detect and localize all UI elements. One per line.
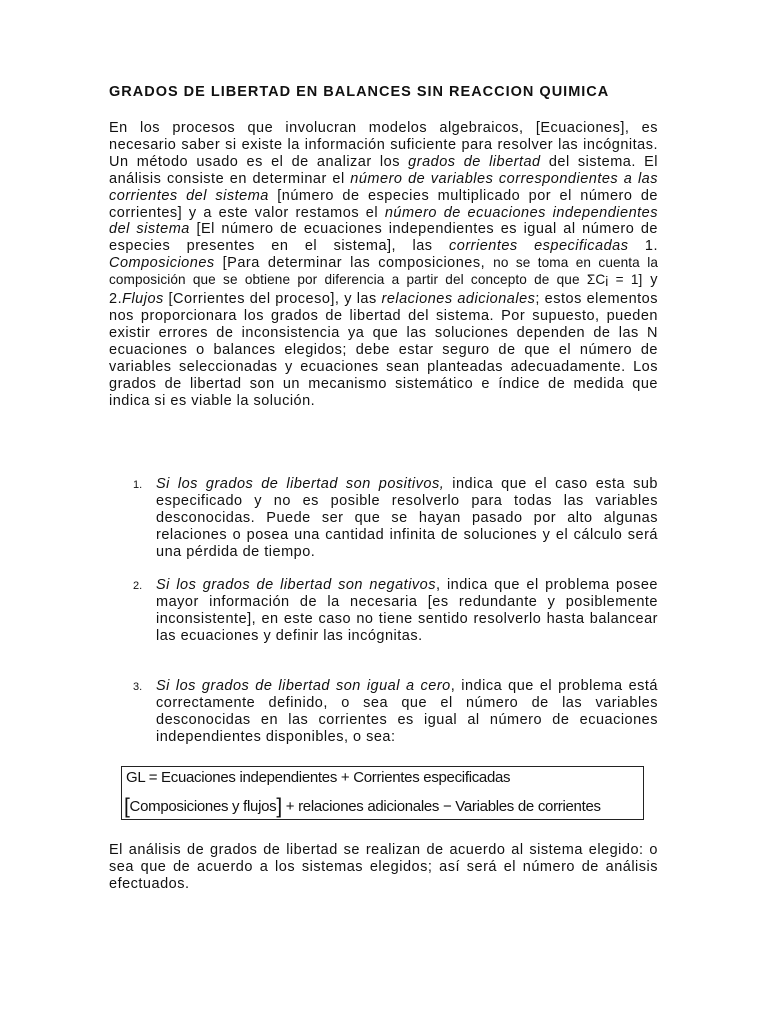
formula-line-1: GL = Ecuaciones independientes + Corrientes especificadas — [126, 769, 511, 786]
intro-text: [Corrientes del proceso], y las — [163, 291, 382, 308]
formula-line-2 — [124, 796, 601, 817]
list-item-emphasis: Si los grados de libertad son negativos — [156, 577, 436, 593]
list-item — [133, 476, 658, 561]
list-item-body: , indica que el problema posee mayor información de la necesaria [es redundante y posiblemente inconsistente], en este caso no tiene sentido resolverlo hasta balancear las ecuaciones y definir las incógnitas. — [156, 577, 658, 644]
conclusion-paragraph: El análisis de grados de libertad se realizan de acuerdo al sistema elegido: o sea que de acuerdo a los sistemas elegidos; así será el número de análisis efectuados. — [109, 842, 658, 892]
subscript-i: i — [605, 274, 609, 290]
intro-emphasis: Composiciones — [109, 255, 215, 272]
list-item-body: indica que el caso esta sub especificado y no es posible resolverlo para todas las variables desconocidas. Puede ser que se hayan pasado por alto algunas relaciones o posea una cantidad infinita de soluciones y el cálculo será una pérdida de tiempo. — [156, 476, 658, 560]
intro-emphasis: Flujos — [122, 291, 164, 308]
formula-bracket-close: ] — [276, 795, 282, 818]
document-title: GRADOS DE LIBERTAD EN BALANCES SIN REACCION QUIMICA — [109, 84, 610, 100]
intro-small-text: no se toma en cuenta la composición que se obtiene por diferencia a partir del concepto de que ΣC — [109, 255, 658, 288]
list-item-number: 2. — [133, 580, 143, 592]
intro-emphasis: relaciones adicionales — [381, 291, 536, 308]
intro-emphasis: grados de libertad — [408, 153, 541, 170]
formula-box — [121, 766, 644, 820]
list-item-body: , indica que el problema está correctamente definido, o sea que el número de las variables desconocidas en las corrientes es igual al número de ecuaciones independientes disponibles, o sea: — [156, 678, 658, 745]
list-item-text — [156, 476, 658, 561]
list-item-emphasis: Si los grados de libertad son igual a cero — [156, 678, 451, 694]
intro-text: del sistema. El análisis consiste en determinar el — [109, 153, 658, 187]
list-item — [133, 577, 658, 645]
intro-emphasis: corrientes especificadas — [449, 238, 629, 255]
formula-line-2-rest: + relaciones adicionales − Variables de corrientes — [281, 798, 601, 815]
intro-emphasis: número de ecuaciones independientes del sistema — [109, 204, 658, 238]
list-item-number: 1. — [133, 479, 143, 491]
intro-emphasis: número de variables correspondientes a las corrientes del sistema — [109, 170, 658, 204]
formula-bracket-open: [ — [124, 795, 130, 818]
list-item-emphasis: Si los grados de libertad son positivos, — [156, 476, 445, 492]
intro-text: 1. — [628, 238, 658, 255]
formula-bracket-content: Composiciones y flujos — [129, 798, 277, 815]
intro-text: [Para determinar las composiciones, — [214, 255, 494, 272]
intro-text: En los procesos que involucran modelos algebraicos, [Ecuaciones], es necesario saber si existe la información suficiente para resolver las incógnitas. Un método usado es el de analizar los — [109, 120, 658, 170]
intro-text: y 2. — [109, 272, 659, 308]
intro-paragraph — [109, 120, 658, 409]
intro-text: ; estos elementos nos proporcionara los grados de libertad del sistema. Por supuesto, pueden existir errores de inconsistencia ya que las soluciones dependen de las N ecuaciones o balances elegidos; debe estar seguro de que el número de variables seleccionadas y ecuaciones sean planteadas adecuadamente. Los grados de libertad son un mecanismo sistemático e índice de medida que indica si es viable la solución. — [109, 291, 658, 409]
intro-text: [número de especies multiplicado por el número de corrientes] y a este valor restamos el — [109, 187, 658, 221]
intro-text: [El número de ecuaciones independientes es igual al número de especies presentes en el sistema], las — [109, 221, 658, 255]
intro-small-text: = 1] — [608, 272, 643, 288]
list-item-text — [156, 678, 658, 746]
list-item-number: 3. — [133, 681, 143, 693]
list-item — [133, 678, 658, 746]
list-item-text — [156, 577, 658, 645]
